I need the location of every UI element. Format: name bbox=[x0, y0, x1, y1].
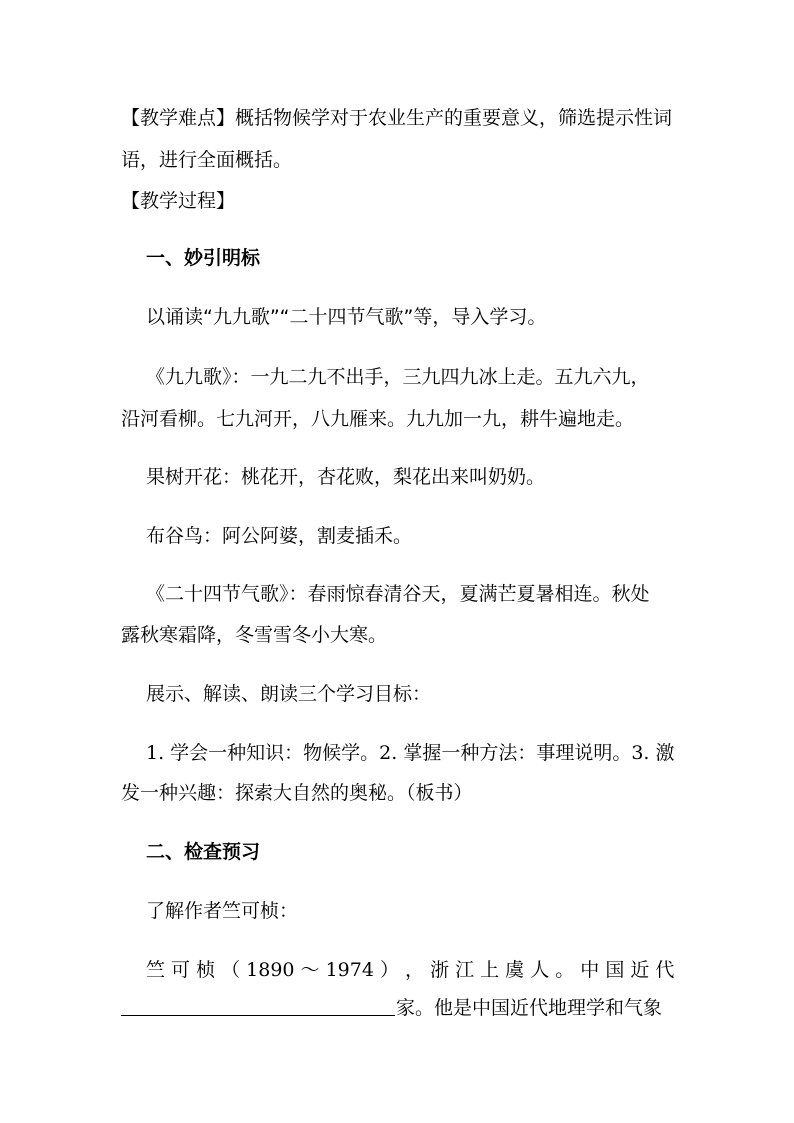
jiujiuge-line-2: 沿河看柳。七九河开，八九雁来。九九加一九，耕牛遍地走。 bbox=[121, 408, 635, 430]
goals-intro: 展示、解读、朗读三个学习目标： bbox=[146, 683, 432, 705]
solar-terms-line-1: 《二十四节气歌》：春雨惊春清谷天，夏满芒夏暑相连。秋处 bbox=[146, 583, 650, 605]
cuckoo-line: 布谷鸟：阿公阿婆，割麦插禾。 bbox=[146, 525, 413, 547]
section-heading-1: 一、妙引明标 bbox=[146, 247, 261, 269]
solar-terms-line-2: 露秋寒霜降，冬雪雪冬小大寒。 bbox=[121, 624, 388, 646]
goals-line-1: 1. 学会一种知识：物候学。2. 掌握一种方法：事理说明。3. 激 bbox=[146, 742, 675, 764]
fill-in-blank bbox=[121, 1015, 395, 1016]
author-bio-line-1: 竺 可 桢 （ 1890 ～ 1974 ） ， 浙 江 上 虞 人 。 中 国 近 代 bbox=[146, 959, 675, 981]
author-bio-line-2: 家。他是中国近代地理学和气象 bbox=[396, 997, 663, 1019]
teaching-difficulty-line-1: 【教学难点】概括物候学对于农业生产的重要意义，筛选提示性词 bbox=[121, 107, 673, 129]
goals-line-2: 发一种兴趣：探索大自然的奥秘。（板书） bbox=[121, 782, 473, 804]
section-heading-2: 二、检查预习 bbox=[146, 841, 261, 863]
paragraph-intro: 以诵读“九九歌”“二十四节气歌”等，导入学习。 bbox=[146, 306, 547, 328]
teaching-process-heading: 【教学过程】 bbox=[121, 190, 236, 212]
fruit-tree-line: 果树开花：桃花开，杏花败，梨花出来叫奶奶。 bbox=[146, 466, 546, 488]
author-intro: 了解作者竺可桢： bbox=[146, 900, 299, 922]
teaching-difficulty-line-2: 语，进行全面概括。 bbox=[121, 149, 293, 171]
jiujiuge-line-1: 《九九歌》：一九二九不出手，三九四九冰上走。五九六九， bbox=[146, 366, 650, 388]
